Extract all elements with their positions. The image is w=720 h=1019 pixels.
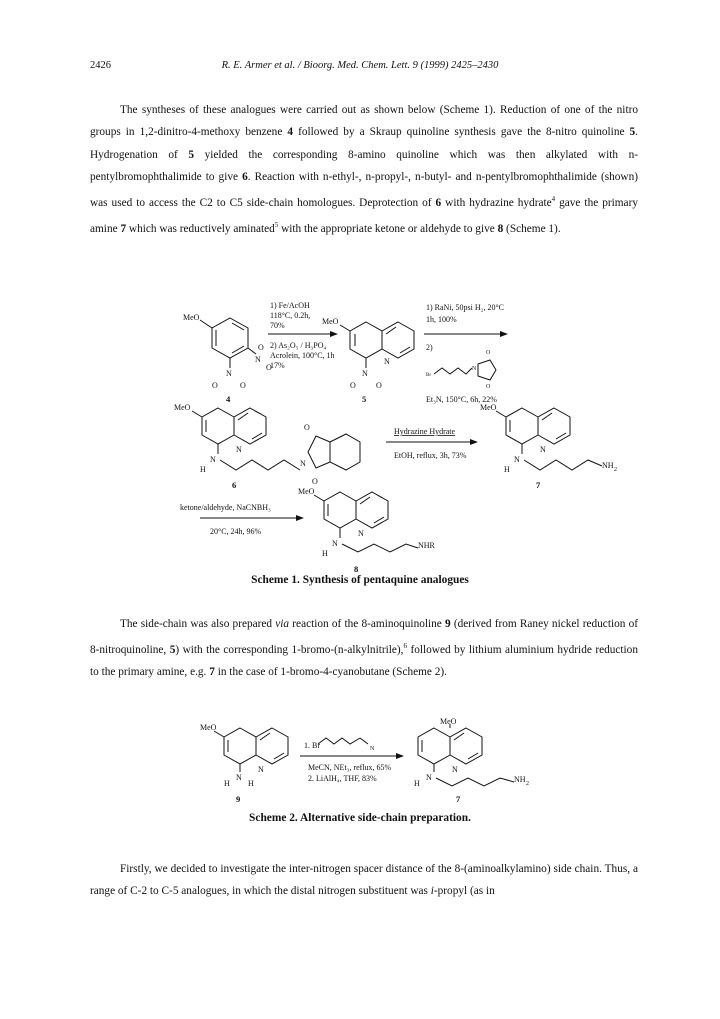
svg-text:H: H bbox=[504, 465, 510, 474]
svg-text:2: 2 bbox=[526, 781, 529, 787]
svg-text:O: O bbox=[376, 381, 382, 390]
compound-5-structure bbox=[322, 317, 414, 404]
svg-text:O: O bbox=[240, 381, 246, 390]
svg-text:20°C, 24h, 96%: 20°C, 24h, 96% bbox=[210, 527, 262, 536]
scheme-1-figure bbox=[0, 290, 720, 580]
svg-text:N: N bbox=[426, 773, 432, 782]
svg-text:O: O bbox=[266, 363, 272, 372]
page-number: 2426 bbox=[90, 60, 111, 71]
svg-text:O: O bbox=[312, 477, 318, 486]
svg-text:7: 7 bbox=[456, 794, 461, 804]
svg-text:NH: NH bbox=[602, 461, 614, 470]
svg-text:MeO: MeO bbox=[200, 723, 217, 732]
svg-text:2): 2) bbox=[426, 343, 433, 352]
svg-text:N: N bbox=[332, 539, 338, 548]
svg-text:N: N bbox=[236, 445, 242, 454]
svg-text:8: 8 bbox=[354, 564, 359, 574]
svg-text:EtOH, reflux, 3h, 73%: EtOH, reflux, 3h, 73% bbox=[394, 451, 467, 460]
svg-text:O: O bbox=[486, 384, 491, 390]
svg-text:MeO: MeO bbox=[440, 717, 457, 726]
svg-text:NH: NH bbox=[514, 775, 526, 784]
svg-text:9: 9 bbox=[236, 794, 241, 804]
scheme-2-caption: Scheme 2. Alternative side-chain preparation. bbox=[249, 812, 471, 824]
svg-text:Et₃N, 150°C, 6h, 22%: Et₃N, 150°C, 6h, 22% bbox=[426, 395, 497, 404]
svg-text:6: 6 bbox=[232, 480, 237, 490]
svg-text:70%: 70% bbox=[270, 321, 285, 330]
svg-text:N: N bbox=[514, 455, 520, 464]
svg-text:5: 5 bbox=[362, 394, 367, 404]
svg-text:MeO: MeO bbox=[298, 487, 315, 496]
svg-text:7: 7 bbox=[536, 480, 541, 490]
svg-text:Br: Br bbox=[426, 373, 431, 378]
svg-text:N: N bbox=[370, 746, 375, 752]
svg-text:H: H bbox=[322, 549, 328, 558]
svg-text:N: N bbox=[540, 445, 546, 454]
svg-text:O: O bbox=[486, 350, 491, 356]
compound-7-structure-scheme2 bbox=[414, 717, 529, 804]
svg-text:H: H bbox=[224, 779, 230, 788]
svg-text:H: H bbox=[414, 779, 420, 788]
svg-text:1. Br: 1. Br bbox=[304, 741, 320, 750]
svg-text:Hydrazine Hydrate: Hydrazine Hydrate bbox=[394, 427, 456, 436]
svg-text:ketone/aldehyde, NaCNBH₃: ketone/aldehyde, NaCNBH₃ bbox=[180, 503, 271, 512]
svg-text:O: O bbox=[350, 381, 356, 390]
svg-text:N: N bbox=[384, 357, 390, 366]
svg-text:2: 2 bbox=[614, 467, 617, 473]
svg-text:N: N bbox=[452, 765, 458, 774]
svg-text:MeCN, NEt₃, reflux, 65%: MeCN, NEt₃, reflux, 65% bbox=[308, 763, 392, 772]
svg-text:1h, 100%: 1h, 100% bbox=[426, 315, 457, 324]
paragraph-1: The syntheses of these analogues were carried out as shown below (Scheme 1). Reduction of one of the nitro groups in 1,2-dinitro-4-methoxy benzene 4 followed by a Skraup quinoline synthesis gave the 8-nitro quinoline 5. Hydrogenation of 5 yielded the corresponding 8-amino quinoline which was then alkylated with n-pentylbromophthalimide to give 6. Reaction with n-ethyl-, n-propyl-, n-butyl- and n-pentylbromophthalimide (shown) was used to access the C2 to C5 side-chain homologues. Deprotection of 6 with hydrazine hydrate$^4$ gave the primary amine 7 which was reductively aminated$^5$ with the appropriate ketone or aldehyde to give 8 (Scheme 1). bbox=[90, 104, 638, 236]
running-title: R. E. Armer et al. / Bioorg. Med. Chem. Lett. 9 (1999) 2425–2430 bbox=[221, 60, 499, 71]
compound-7-structure bbox=[480, 403, 617, 490]
svg-text:H: H bbox=[248, 779, 254, 788]
svg-text:N: N bbox=[226, 369, 232, 378]
scheme-1-caption: Scheme 1. Synthesis of pentaquine analogues bbox=[251, 574, 469, 586]
svg-text:118°C, 0.2h,: 118°C, 0.2h, bbox=[270, 311, 311, 320]
svg-text:17%: 17% bbox=[270, 361, 285, 370]
scheme-2-figure bbox=[0, 717, 720, 804]
svg-text:N: N bbox=[255, 355, 261, 364]
svg-text:NHR: NHR bbox=[418, 541, 435, 550]
svg-text:O: O bbox=[304, 423, 310, 432]
compound-4-structure bbox=[183, 313, 272, 404]
compound-8-structure bbox=[298, 487, 436, 574]
svg-text:MeO: MeO bbox=[480, 403, 497, 412]
paragraph-3: Firstly, we decided to investigate the inter-nitrogen spacer distance of the 8-(aminoalkylamino) side chain. Thus, a range of C-2 to C-5 analogues, in which the distal nitrogen substituent was i-propyl (as in bbox=[90, 863, 638, 898]
svg-text:MeO: MeO bbox=[322, 317, 339, 326]
svg-text:N: N bbox=[258, 765, 264, 774]
svg-text:2. LiAlH₄, THF, 83%: 2. LiAlH₄, THF, 83% bbox=[308, 774, 377, 783]
svg-text:1) Fe/AcOH: 1) Fe/AcOH bbox=[270, 301, 310, 310]
svg-text:1) RaNi, 50psi H₂, 20°C: 1) RaNi, 50psi H₂, 20°C bbox=[426, 303, 504, 312]
svg-text:N: N bbox=[236, 773, 242, 782]
svg-text:N: N bbox=[358, 529, 364, 538]
compound-9-structure bbox=[200, 723, 288, 804]
compound-6-structure bbox=[174, 403, 360, 490]
svg-text:MeO: MeO bbox=[183, 313, 200, 322]
svg-text:N: N bbox=[472, 366, 477, 372]
svg-text:N: N bbox=[362, 369, 368, 378]
paragraph-2: The side-chain was also prepared via reaction of the 8-aminoquinoline 9 (derived from Raney nickel reduction of 8-nitroquinoline, 5) with the corresponding 1-bromo-(n-alkylnitrile),$^6$ followed by lithium aluminium hydride reduction to the primary amine, e.g. 7 in the case of 1-bromo-4-cyanobutane (Scheme 2). bbox=[90, 618, 639, 679]
svg-text:N: N bbox=[210, 455, 216, 464]
svg-text:2) As₂O₅ / H₃PO₄: 2) As₂O₅ / H₃PO₄ bbox=[270, 341, 327, 350]
svg-text:MeO: MeO bbox=[174, 403, 191, 412]
svg-text:N: N bbox=[300, 459, 306, 468]
svg-text:Acrolein, 100°C, 1h: Acrolein, 100°C, 1h bbox=[270, 351, 335, 360]
svg-text:O: O bbox=[258, 343, 264, 352]
svg-text:O: O bbox=[212, 381, 218, 390]
svg-text:H: H bbox=[200, 465, 206, 474]
svg-text:4: 4 bbox=[226, 394, 231, 404]
